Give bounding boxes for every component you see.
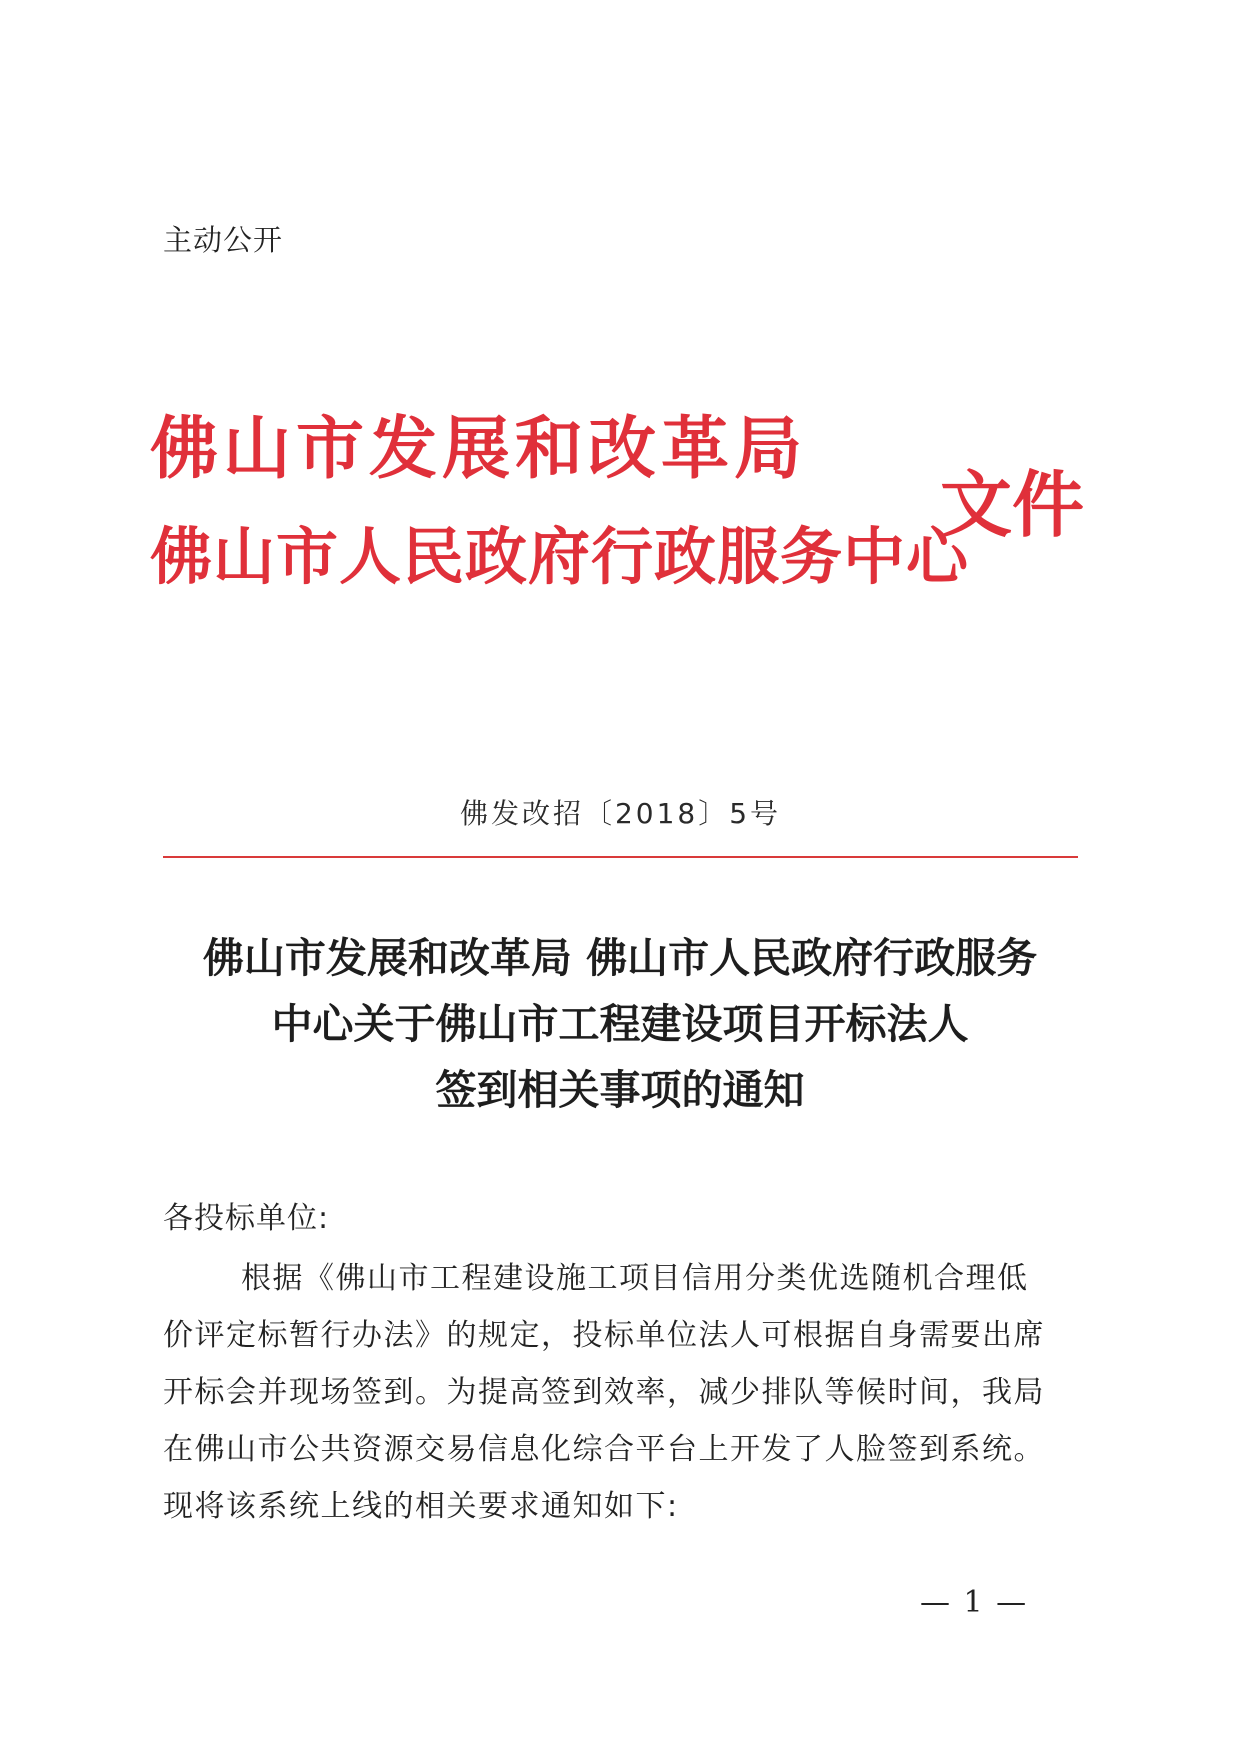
red-divider [163, 856, 1078, 858]
body-line: 开标会并现场签到。为提高签到效率，减少排队等候时间，我局 [163, 1375, 1045, 1410]
title-line: 中心关于佛山市工程建设项目开标法人 [271, 1000, 969, 1048]
issuer-masthead [150, 395, 1110, 605]
body-line: 根据《佛山市工程建设施工项目信用分类优选随机合理低 [241, 1261, 1029, 1296]
body-line: 在佛山市公共资源交易信息化综合平台上开发了人脸签到系统。 [163, 1432, 1045, 1467]
body-paragraph [163, 1250, 1083, 1535]
title-line: 佛山市发展和改革局 佛山市人民政府行政服务 [202, 934, 1038, 982]
title-line: 签到相关事项的通知 [435, 1066, 805, 1114]
doc-type-label: 文件 [940, 462, 1085, 547]
page-number: — 1 — [920, 1585, 1029, 1620]
disclosure-label: 主动公开 [163, 223, 284, 257]
issuer-line-1: 佛山市发展和改革局 [150, 409, 808, 489]
document-number: 佛发改招〔2018〕5号 [459, 797, 782, 830]
body-line: 价评定标暂行办法》的规定，投标单位法人可根据自身需要出席 [163, 1318, 1045, 1353]
issuer-line-2: 佛山市人民政府行政服务中心 [150, 520, 970, 593]
document-title [140, 925, 1100, 1123]
body-line: 现将该系统上线的相关要求通知如下: [163, 1489, 679, 1524]
salutation: 各投标单位: [163, 1201, 330, 1236]
